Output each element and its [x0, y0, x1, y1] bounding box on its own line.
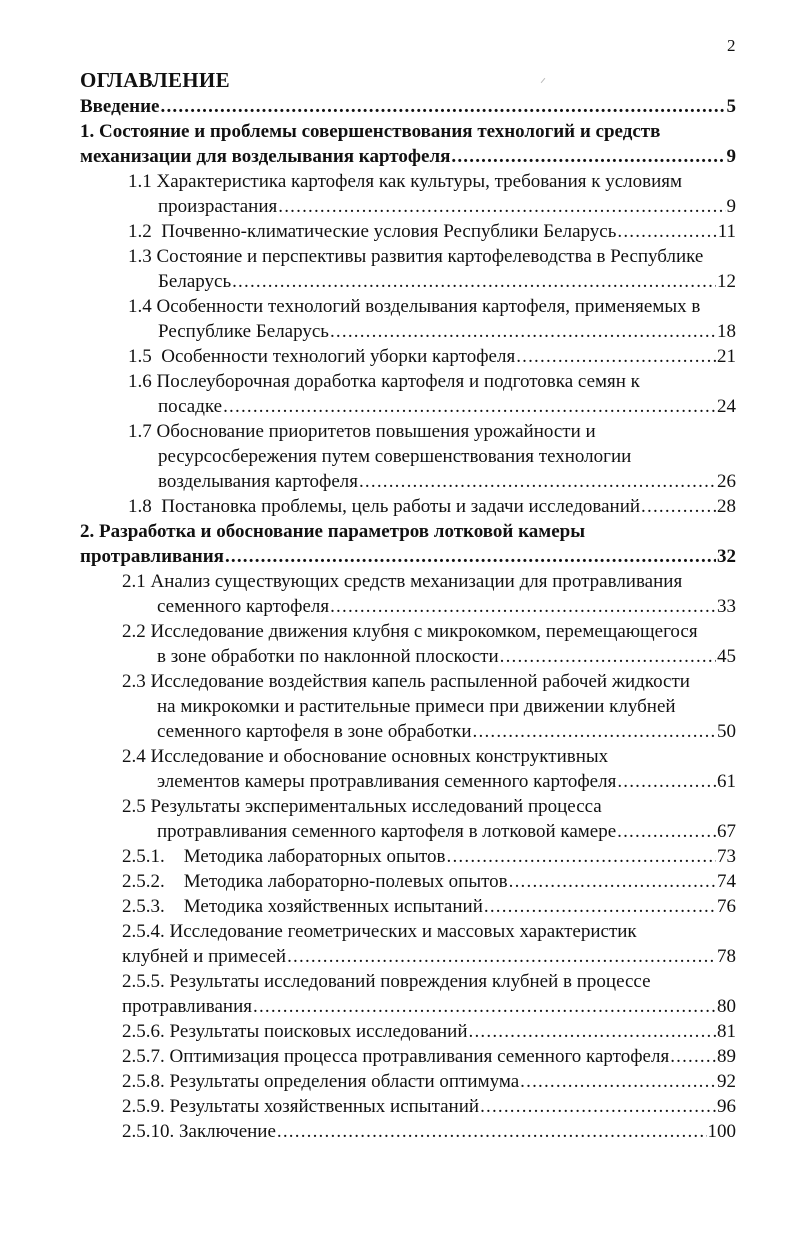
- entry-text: Исследование движения клубня с микрокомком, перемещающегося: [150, 621, 698, 642]
- entry-text: семенного картофеля: [157, 596, 330, 617]
- entry-page: 33: [717, 596, 736, 617]
- entry-page: 50: [717, 721, 736, 742]
- entry-page: 12: [717, 271, 736, 292]
- entry-text: Состояние и перспективы развития картофелеводства в Республике: [156, 246, 704, 267]
- section-number: 1.3: [128, 246, 152, 267]
- leader-dots: [253, 994, 716, 1020]
- toc-entry-2-5-7[interactable]: [122, 1044, 736, 1070]
- leader-dots: [330, 319, 716, 345]
- section-number: 2.1: [122, 571, 146, 592]
- entry-text: 2.5.7. Оптимизация процесса протравливания семенного картофеля: [122, 1046, 670, 1067]
- leader-dots: [277, 1119, 707, 1145]
- entry-text: Анализ существующих средств механизации для протравливания: [150, 571, 683, 592]
- toc-entry-2-5-4-line1[interactable]: 2.5.4. Исследование геометрических и массовых характеристик: [122, 921, 637, 942]
- toc-entry-2-3[interactable]: [157, 719, 736, 745]
- toc-entry-1-7[interactable]: [158, 469, 736, 495]
- entry-page: 11: [717, 221, 736, 242]
- entry-text: [128, 219, 616, 245]
- leader-dots: [447, 844, 716, 870]
- leader-dots: [359, 469, 716, 495]
- entry-text: элементов камеры протравливания семенного картофеля: [157, 771, 617, 792]
- entry-title: Постановка проблемы, цель работы и задачи исследований: [161, 496, 641, 517]
- toc-entry-1-6[interactable]: [158, 394, 736, 420]
- entry-text: протравливания: [122, 996, 252, 1017]
- entry-text: в зоне обработки по наклонной плоскости: [157, 646, 499, 667]
- section-number: 1.8: [128, 496, 152, 517]
- toc-entry-chapter-2[interactable]: [80, 544, 736, 570]
- toc-entry-2-5-8[interactable]: [122, 1069, 736, 1095]
- toc-entry-2-3-line2[interactable]: на микрокомки и растительные примеси при движении клубней: [157, 696, 676, 717]
- toc-entry-2-5-3[interactable]: [122, 894, 736, 920]
- toc-entry-1-2[interactable]: [128, 219, 736, 245]
- toc-entry-chapter-1[interactable]: [80, 144, 736, 170]
- entry-page: 28: [717, 496, 736, 517]
- toc-entry-2-5-2[interactable]: [122, 869, 736, 895]
- toc-entry-2-5-6[interactable]: [122, 1019, 736, 1045]
- entry-text: 2.5.9. Результаты хозяйственных испытаний: [122, 1096, 480, 1117]
- section-number: 2.5.3.: [122, 896, 165, 917]
- entry-text: Республике Беларусь: [158, 321, 329, 342]
- entry-text: 2.5.8. Результаты определения области оптимума: [122, 1071, 520, 1092]
- entry-text: [128, 494, 640, 520]
- toc-entry-1-1[interactable]: [158, 194, 736, 220]
- toc-entry-1-4[interactable]: [158, 319, 736, 345]
- toc-entry-2-2[interactable]: [157, 644, 736, 670]
- entry-text: семенного картофеля в зоне обработки: [157, 721, 472, 742]
- entry-text: Введение: [80, 96, 160, 117]
- section-number: 1.6: [128, 371, 152, 392]
- entry-page: 24: [717, 396, 736, 417]
- entry-page: 9: [726, 196, 736, 217]
- scan-mark: [541, 78, 546, 83]
- entry-text: Обоснование приоритетов повышения урожайности и: [156, 421, 596, 442]
- leader-dots: [330, 594, 716, 620]
- toc-entry-2-5-5-line1[interactable]: 2.5.5. Результаты исследований повреждения клубней в процессе: [122, 971, 651, 992]
- leader-dots: [516, 344, 716, 370]
- toc-entry-1-8[interactable]: [128, 494, 736, 520]
- entry-page: 26: [717, 471, 736, 492]
- toc-entry-chapter-2-line1[interactable]: 2. Разработка и обоснование параметров лотковой камеры: [80, 521, 586, 542]
- entry-page: 78: [717, 946, 736, 967]
- entry-page: 32: [717, 546, 736, 567]
- entry-text: произрастания: [158, 196, 278, 217]
- toc-entry-2-4[interactable]: [157, 769, 736, 795]
- leader-dots: [161, 94, 726, 120]
- leader-dots: [520, 1069, 716, 1095]
- entry-page: 80: [717, 996, 736, 1017]
- leader-dots: [641, 494, 716, 520]
- entry-text: 2.5.6. Результаты поисковых исследований: [122, 1021, 468, 1042]
- section-number: 2.5.1.: [122, 846, 165, 867]
- entry-page: 18: [717, 321, 736, 342]
- entry-text: Характеристика картофеля как культуры, требования к условиям: [156, 171, 683, 192]
- leader-dots: [287, 944, 716, 970]
- toc-entry-2-5-1[interactable]: [122, 844, 736, 870]
- leader-dots: [469, 1019, 716, 1045]
- section-number: 1.5: [128, 346, 152, 367]
- toc-entry-2-4-line1[interactable]: [122, 744, 608, 770]
- leader-dots: [223, 394, 716, 420]
- toc-title: ОГЛАВЛЕНИЕ: [80, 68, 230, 92]
- toc-entry-2-5-5[interactable]: [122, 994, 736, 1020]
- page-number: 2: [727, 36, 736, 55]
- leader-dots: [617, 219, 716, 245]
- section-number: 1.7: [128, 421, 152, 442]
- section-number: 1.4: [128, 296, 152, 317]
- leader-dots: [451, 144, 725, 170]
- entry-text: посадке: [158, 396, 223, 417]
- toc-entry-chapter-1-line1[interactable]: 1. Состояние и проблемы совершенствования технологий и средств: [80, 121, 661, 142]
- leader-dots: [509, 869, 716, 895]
- section-number: 1.1: [128, 171, 152, 192]
- toc-entry-1-5[interactable]: [128, 344, 736, 370]
- section-number: 2.2: [122, 621, 146, 642]
- entry-text: [128, 344, 515, 370]
- section-number: 1.2: [128, 221, 152, 242]
- entry-page: 67: [717, 821, 736, 842]
- toc-entry-2-5-line1[interactable]: [122, 794, 602, 820]
- entry-text: [122, 869, 508, 895]
- entry-text: Особенности технологий возделывания картофеля, применяемых в: [156, 296, 701, 317]
- entry-text: протравливания: [80, 546, 224, 567]
- toc-entry-1-7-line2[interactable]: ресурсосбережения путем совершенствования технологии: [158, 446, 632, 467]
- entry-page: 92: [717, 1071, 736, 1092]
- entry-text: Результаты экспериментальных исследований процесса: [150, 796, 602, 817]
- leader-dots: [225, 544, 716, 570]
- leader-dots: [473, 719, 716, 745]
- section-number: 2.3: [122, 671, 146, 692]
- leader-dots: [617, 819, 716, 845]
- entry-text: [122, 844, 446, 870]
- leader-dots: [484, 894, 716, 920]
- entry-text: 2.5.10. Заключение: [122, 1121, 276, 1142]
- entry-page: 9: [726, 146, 736, 167]
- leader-dots: [670, 1044, 716, 1070]
- entry-text: Исследование воздействия капель распыленной рабочей жидкости: [150, 671, 690, 692]
- entry-page: 76: [717, 896, 736, 917]
- toc-entry-2-5-4[interactable]: [122, 944, 736, 970]
- leader-dots: [617, 769, 716, 795]
- toc-entry-1-1-line1[interactable]: [128, 169, 682, 195]
- entry-title: Особенности технологий уборки картофеля: [161, 346, 516, 367]
- toc-entry-2-5-10[interactable]: [122, 1119, 736, 1145]
- toc-entry-2-3-line1[interactable]: [122, 669, 690, 695]
- leader-dots: [480, 1094, 716, 1120]
- toc-entry-1-7-line1[interactable]: [128, 419, 596, 445]
- entry-page: 81: [717, 1021, 736, 1042]
- entry-page: 89: [717, 1046, 736, 1067]
- toc-entry-2-5[interactable]: [157, 819, 736, 845]
- entry-text: Послеуборочная доработка картофеля и подготовка семян к: [156, 371, 640, 392]
- entry-text: [122, 894, 483, 920]
- entry-text: клубней и примесей: [122, 946, 287, 967]
- entry-text: Исследование и обоснование основных конструктивных: [150, 746, 609, 767]
- entry-page: 100: [707, 1121, 736, 1142]
- leader-dots: [500, 644, 716, 670]
- toc-entry-2-1-line1[interactable]: [122, 569, 682, 595]
- toc-entry-1-3-line1[interactable]: [128, 244, 703, 270]
- entry-page: 73: [717, 846, 736, 867]
- entry-page: 45: [717, 646, 736, 667]
- entry-title: Методика хозяйственных испытаний: [183, 896, 483, 917]
- toc-entry-1-4-line1[interactable]: [128, 294, 700, 320]
- entry-title: Методика лабораторно-полевых опытов: [183, 871, 508, 892]
- toc-entry-2-5-9[interactable]: [122, 1094, 736, 1120]
- entry-page: 5: [726, 96, 736, 117]
- entry-page: 21: [717, 346, 736, 367]
- entry-page: 96: [717, 1096, 736, 1117]
- entry-page: 61: [717, 771, 736, 792]
- section-number: 2.5: [122, 796, 146, 817]
- section-number: 2.4: [122, 746, 146, 767]
- toc-entry-2-1[interactable]: [157, 594, 736, 620]
- entry-text: протравливания семенного картофеля в лотковой камере: [157, 821, 617, 842]
- toc-entry-2-2-line1[interactable]: [122, 619, 698, 645]
- leader-dots: [232, 269, 716, 295]
- leader-dots: [278, 194, 725, 220]
- toc-entry-1-3[interactable]: [158, 269, 736, 295]
- entry-page: 74: [717, 871, 736, 892]
- entry-text: возделывания картофеля: [158, 471, 358, 492]
- entry-title: Почвенно-климатические условия Республики Беларусь: [161, 221, 617, 242]
- entry-text: механизации для возделывания картофеля: [80, 146, 451, 167]
- entry-text: Беларусь: [158, 271, 232, 292]
- toc-entry-1-6-line1[interactable]: [128, 369, 640, 395]
- toc-entry-introduction[interactable]: [80, 94, 736, 120]
- entry-title: Методика лабораторных опытов: [183, 846, 446, 867]
- section-number: 2.5.2.: [122, 871, 165, 892]
